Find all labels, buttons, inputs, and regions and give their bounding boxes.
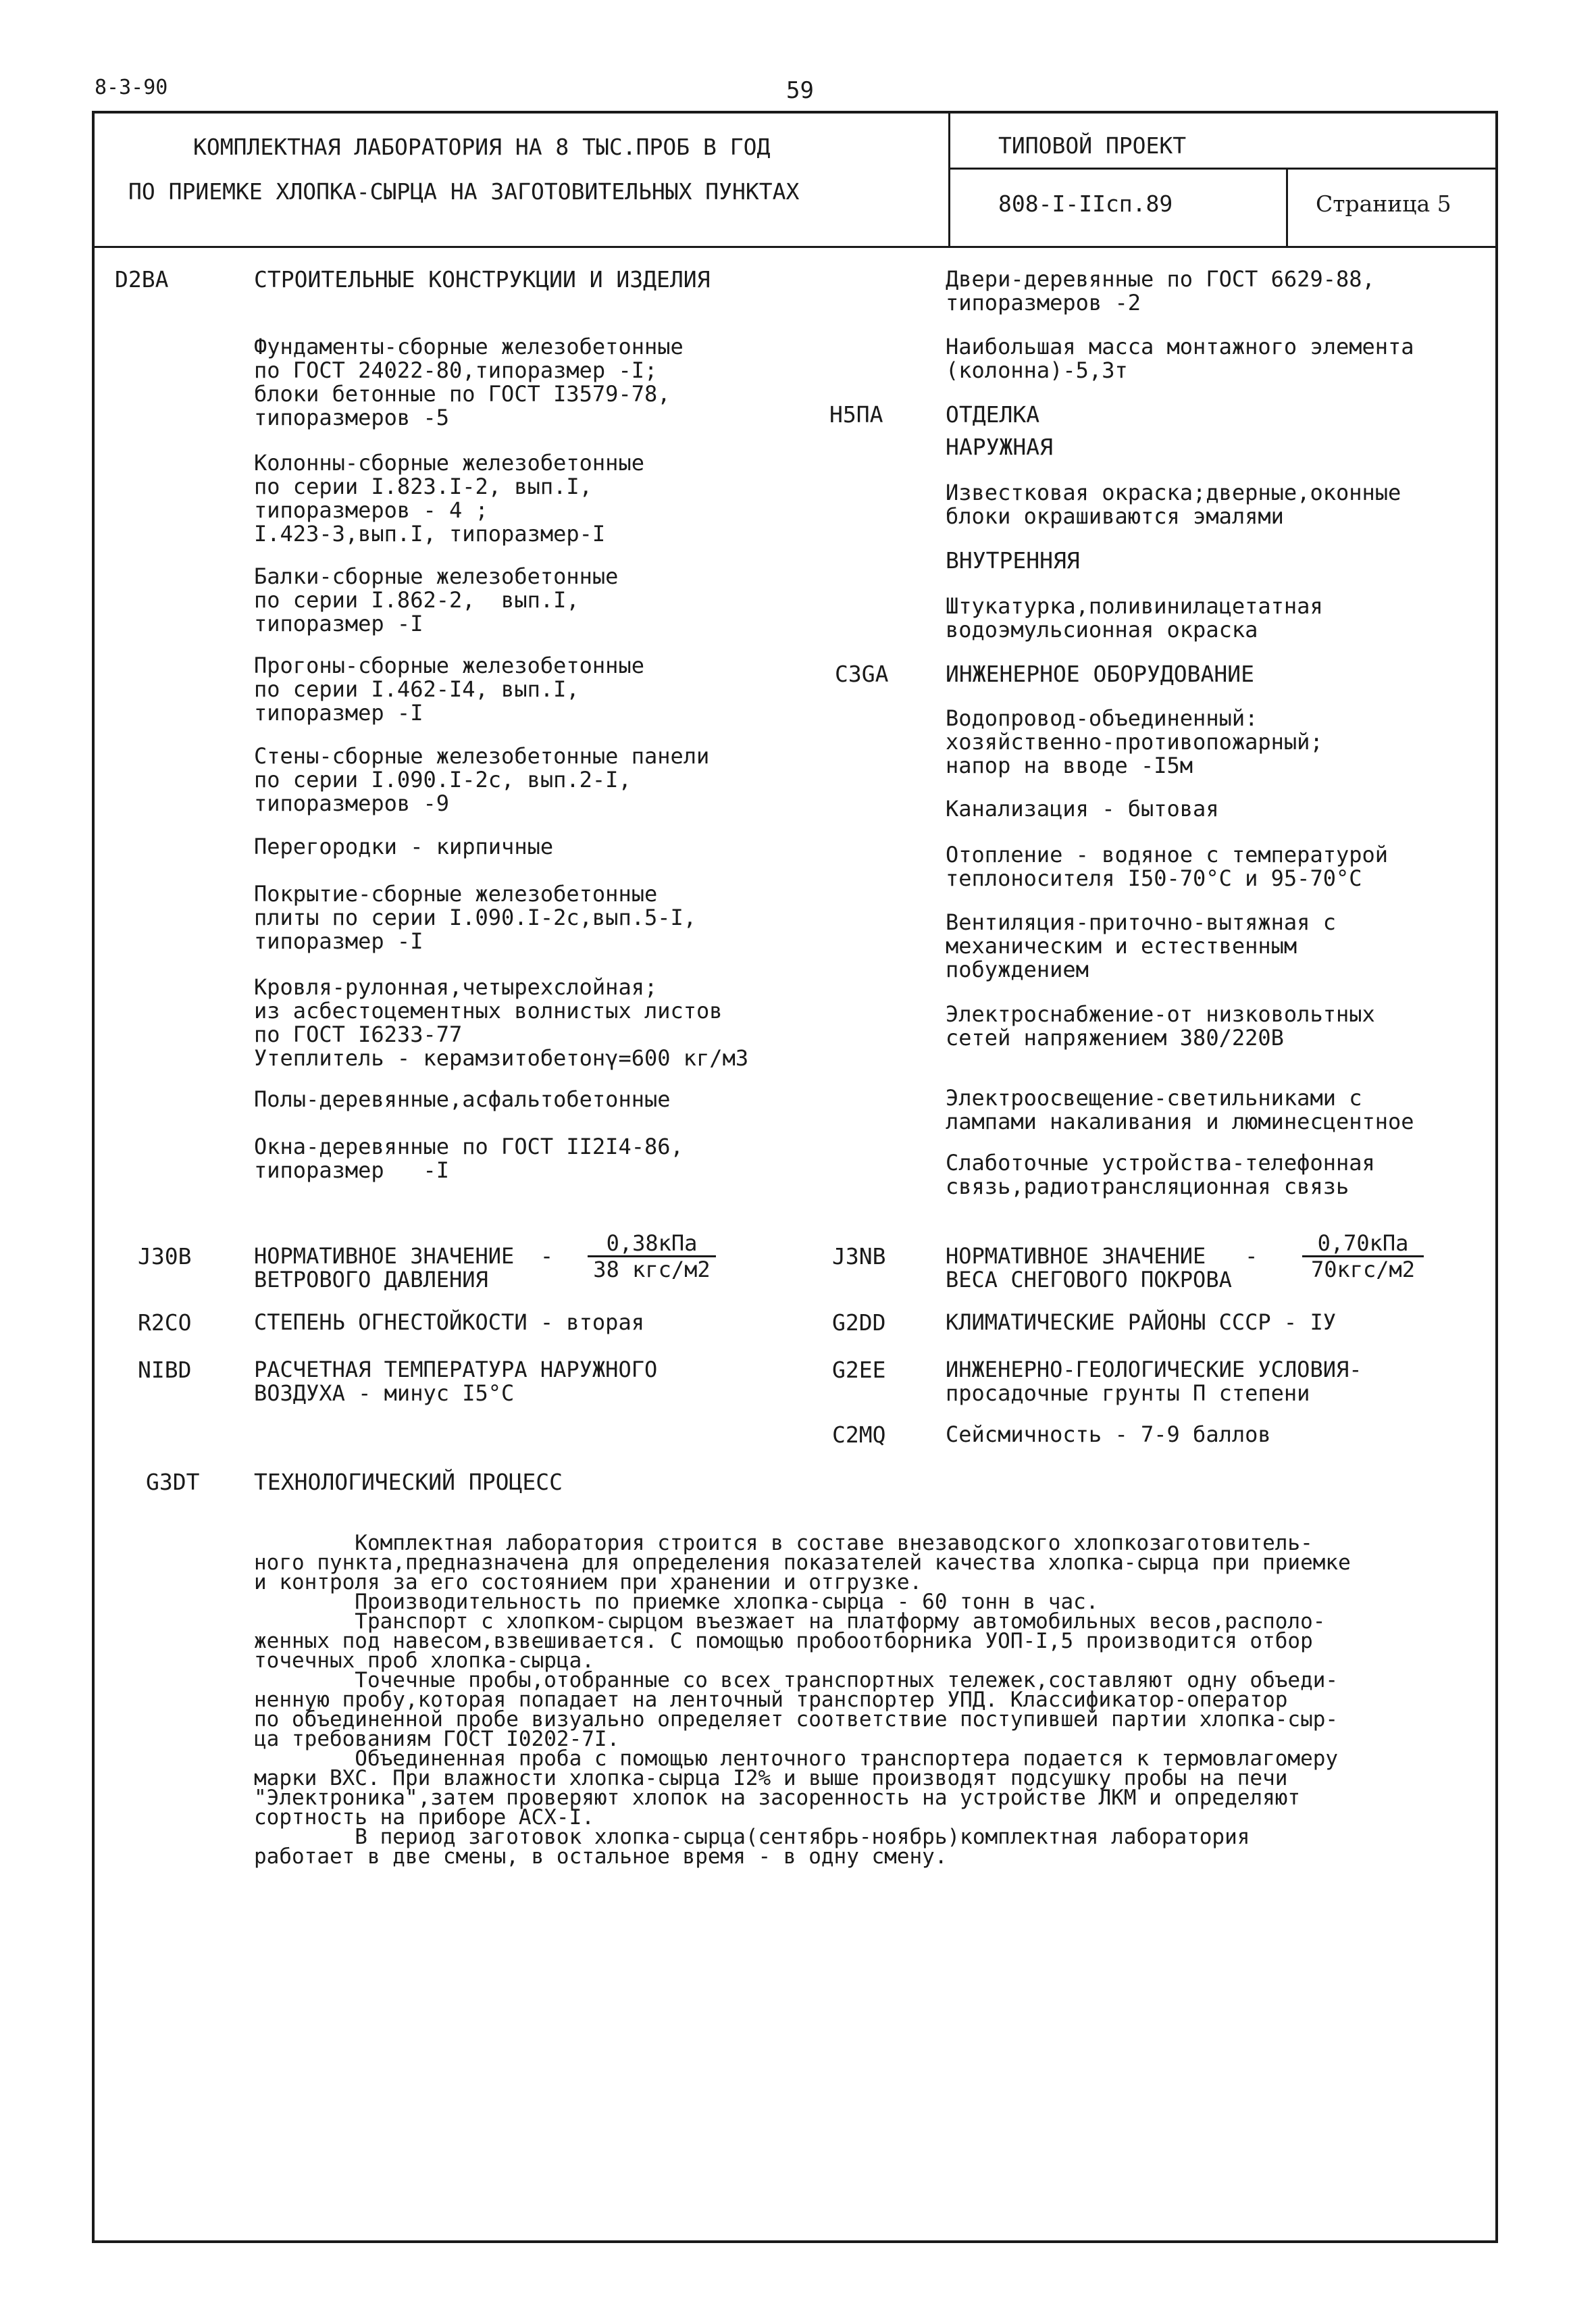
climate-code: G2DD	[832, 1309, 886, 1336]
process-text: Комплектная лаборатория строится в составе внезаводского хлопкозаготовитель- ного пункта,предназначена для определения показателей качества хлопка-сырца при приемке и контроля за его состоянием при хранении и отгрузке. Производительность по приемке хлопка-сырца - 60 тонн в час. Транспорт с хлопком-сырцом въезжает на платформу автомобильных весов,располо- женных под навесом,взвешивается. С помощью пробоотборника УОП-I,5 производится отбор точечных проб хлопка-сырца. Точечные пробы,отобранные со всех транспортных тележек,составляют одну объеди- ненную пробу,которая попадает на ленточный транспортер УПД. Классификатор-оператор по объединенной пробе визуально определяет соответствие поступившей партии хлопка-сыр- ца требованиям ГОСТ I0202-7I. Объединенная проба с помощью ленточного транспортера подается к термовлагомеру марки ВХС. При влажности хлопка-сырца I2% и выше производят подсушку пробы на печи "Электроника",затем проверяют хлопок на засоренность на устройстве ЛКМ и определяют сортность на приборе АСХ-I. В период заготовок хлопка-сырца(сентябрь-ноябрь)комплектная лаборатория работает в две смены, в остальное время - в одну смену.	[254, 1531, 1351, 1869]
item-roofing: Кровля-рулонная,четырехслойная; из асбестоцементных волнистых листов по ГОСТ I6233-77 Утеплитель - керамзитобетонγ=600 кг/м3	[254, 974, 749, 1071]
section-code-equipment: C3GA	[835, 661, 889, 687]
finish-outer-text: Известковая окраска;дверные,оконные блоки окрашиваются эмалями	[946, 480, 1401, 529]
page-cell-vline	[1286, 168, 1288, 246]
eq-sewerage: Канализация - бытовая	[946, 796, 1219, 822]
title-block-vline	[948, 111, 950, 246]
eq-lighting: Электроосвещение-светильниками с лампами накаливания и люминесцентное	[946, 1085, 1414, 1134]
item-windows: Окна-деревянные по ГОСТ II2I4-86, типоразмер -I	[254, 1134, 684, 1183]
eq-ventilation: Вентиляция-приточно-вытяжная с механическим и естественным побуждением	[946, 909, 1336, 982]
finish-outer-title: НАРУЖНАЯ	[946, 434, 1053, 460]
process-code: G3DT	[146, 1469, 200, 1495]
snow-label: НОРМАТИВНОЕ ЗНАЧЕНИЕ - ВЕСА СНЕГОВОГО ПОКРОВА	[946, 1243, 1258, 1292]
wind-fraction	[588, 1231, 716, 1282]
climate-zones: КЛИМАТИЧЕСКИЕ РАЙОНЫ СССР - IУ	[946, 1309, 1336, 1335]
project-number: 808-I-IIсп.89	[998, 191, 1173, 217]
wind-code: J30B	[138, 1243, 192, 1269]
project-label: ТИПОВОЙ ПРОЕКТ	[998, 132, 1187, 159]
eq-power: Электроснабжение-от низковольтных сетей напряжением 380/220В	[946, 1001, 1375, 1051]
page-label: Страница 5	[1316, 191, 1451, 217]
item-roof-slabs: Покрытие-сборные железобетонные плиты по серии I.090.I-2с,вып.5-I, типоразмер -I	[254, 881, 697, 954]
section-title-finish: ОТДЕЛКА	[946, 401, 1040, 428]
wind-value-kpa: 0,38кПа	[588, 1231, 716, 1257]
geo-conditions: ИНЖЕНЕРНО-ГЕОЛОГИЧЕСКИЕ УСЛОВИЯ- просадочные грунты П степени	[946, 1357, 1362, 1406]
doc-code: 8-3-90	[95, 76, 168, 99]
eq-water-supply: Водопровод-объединенный: хозяйственно-противопожарный; напор на вводе -I5м	[946, 705, 1323, 778]
item-doors: Двери-деревянные по ГОСТ 6629-88, типоразмеров -2	[946, 266, 1375, 316]
eq-heating: Отопление - водяное с температурой теплоносителя I50-70°С и 95-70°С	[946, 842, 1389, 891]
item-max-mass: Наибольшая масса монтажного элемента (колонна)-5,3т	[946, 334, 1414, 383]
item-partitions: Перегородки - кирпичные	[254, 834, 554, 859]
section-code-structures: D2BA	[115, 266, 169, 293]
temp-code: NIBD	[138, 1357, 192, 1383]
item-floors: Полы-деревянные,асфальтобетонные	[254, 1086, 671, 1112]
item-walls: Стены-сборные железобетонные панели по серии I.090.I-2с, вып.2-I, типоразмеров -9	[254, 743, 710, 816]
finish-inner-title: ВНУТРЕННЯЯ	[946, 547, 1080, 574]
snow-fraction	[1302, 1231, 1424, 1282]
eq-low-current: Слаботочные устройства-телефонная связь,радиотрансляционная связь	[946, 1150, 1375, 1199]
seismicity: Сейсмичность - 7-9 баллов	[946, 1422, 1271, 1447]
process-title: ТЕХНОЛОГИЧЕСКИЙ ПРОЦЕСС	[254, 1469, 563, 1495]
item-foundations: Фундаменты-сборные железобетонные по ГОСТ 24022-80,типоразмер -I; блоки бетонные по ГОСТ I3579-78, типоразмеров -5	[254, 334, 684, 430]
geo-code: G2EE	[832, 1357, 886, 1383]
section-code-finish: H5ПА	[829, 401, 883, 428]
fire-code: R2CO	[138, 1309, 192, 1336]
snow-value-kpa: 0,70кПа	[1302, 1231, 1424, 1257]
wind-label: НОРМАТИВНОЕ ЗНАЧЕНИЕ - ВЕТРОВОГО ДАВЛЕНИЯ	[254, 1243, 554, 1292]
page-number: 59	[786, 77, 814, 104]
section-title-structures: СТРОИТЕЛЬНЫЕ КОНСТРУКЦИИ И ИЗДЕЛИЯ	[254, 266, 711, 293]
item-columns: Колонны-сборные железобетонные по серии I.823.I-2, вып.I, типоразмеров - 4 ; I.423-3,вып.I, типоразмер-I	[254, 450, 644, 547]
snow-code: J3NB	[832, 1243, 886, 1269]
design-temperature: РАСЧЕТНАЯ ТЕМПЕРАТУРА НАРУЖНОГО ВОЗДУХА - минус I5°С	[254, 1357, 658, 1406]
title-block-divider	[92, 246, 1498, 248]
finish-inner-text: Штукатурка,поливинилацетатная водоэмульсионная окраска	[946, 593, 1323, 643]
title-line-1: КОМПЛЕКТНАЯ ЛАБОРАТОРИЯ НА 8 ТЫС.ПРОБ В ГОД	[193, 134, 771, 160]
snow-value-kgs: 70кгс/м2	[1310, 1257, 1416, 1282]
wind-value-kgs: 38 кгс/м2	[593, 1257, 711, 1282]
title-block-hline	[948, 168, 1498, 170]
seismic-code: C2MQ	[832, 1422, 886, 1448]
section-title-equipment: ИНЖЕНЕРНОЕ ОБОРУДОВАНИЕ	[946, 661, 1254, 687]
fire-resistance: СТЕПЕНЬ ОГНЕСТОЙКОСТИ - вторая	[254, 1309, 644, 1335]
title-line-2: ПО ПРИЕМКЕ ХЛОПКА-СЫРЦА НА ЗАГОТОВИТЕЛЬНЫХ ПУНКТАХ	[128, 178, 800, 205]
item-purlins: Прогоны-сборные железобетонные по серии I.462-I4, вып.I, типоразмер -I	[254, 653, 644, 726]
item-beams: Балки-сборные железобетонные по серии I.862-2, вып.I, типоразмер -I	[254, 563, 619, 636]
